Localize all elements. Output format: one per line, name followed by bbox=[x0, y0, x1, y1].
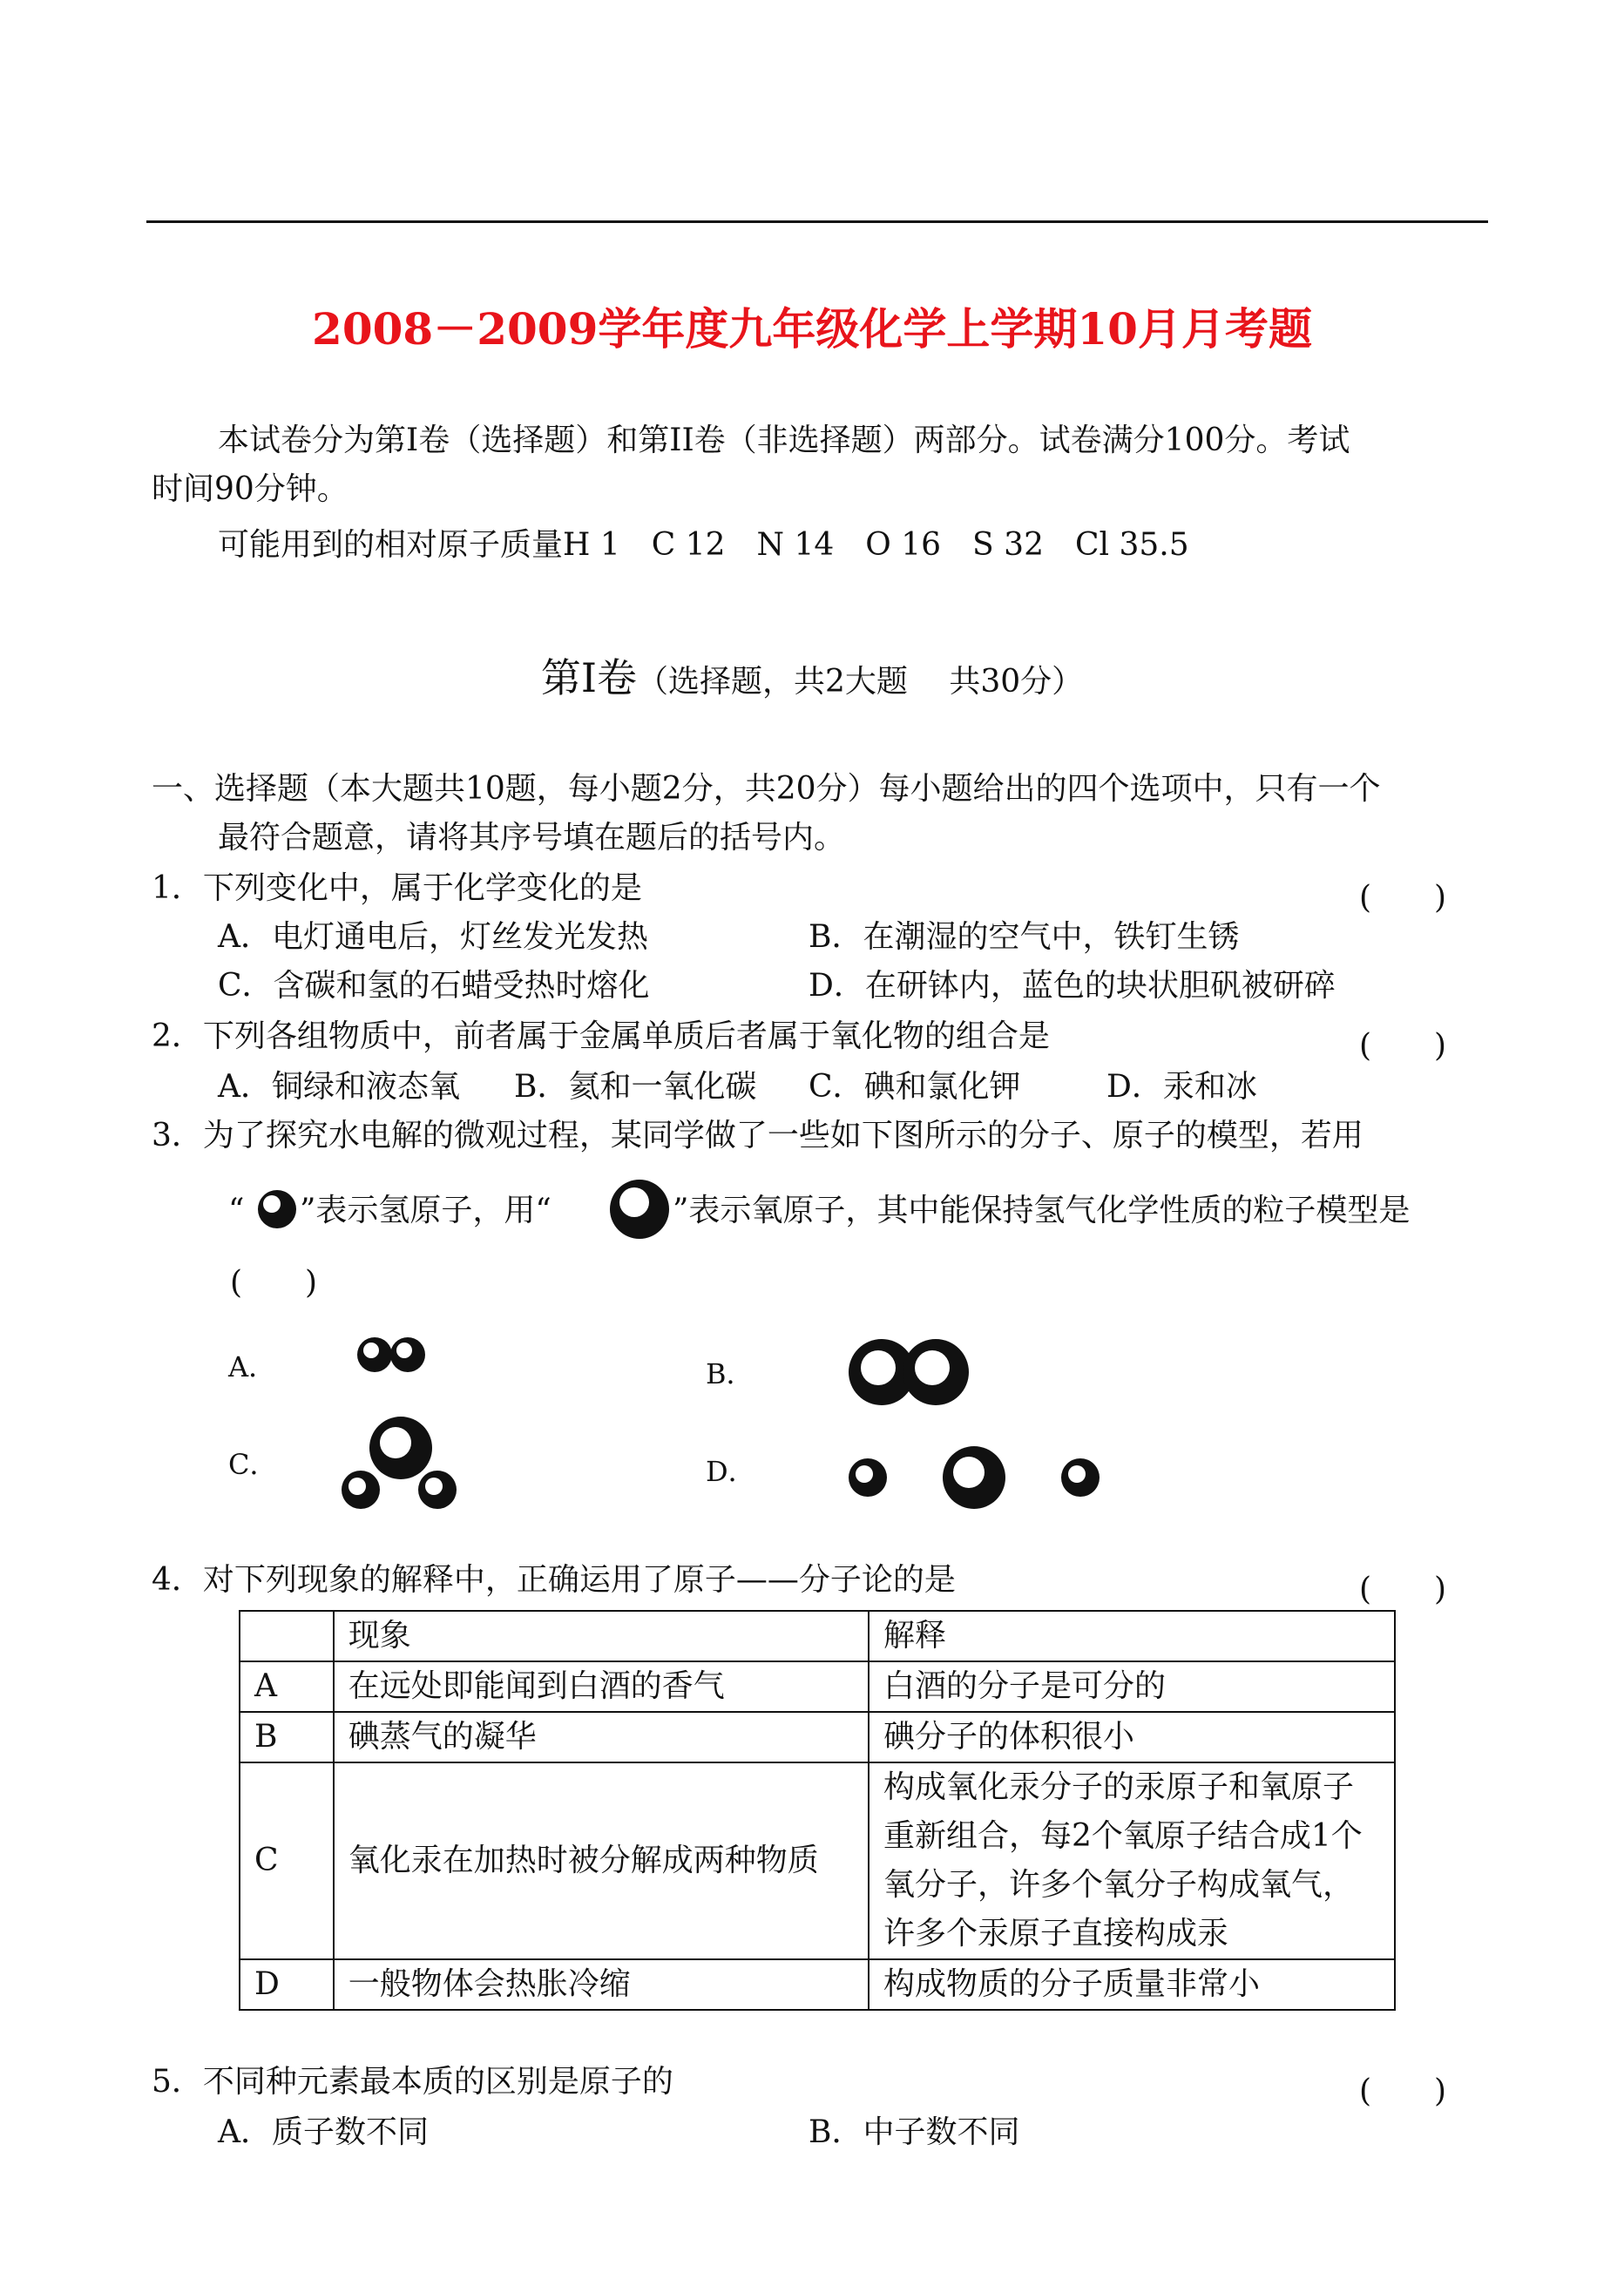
part-1-instructions-1: 一、选择题（本大题共10题，每小题2分，共20分）每小题给出的四个选项中，只有一个 bbox=[152, 771, 1381, 807]
exam-title: 2008－2009学年度九年级化学上学期10月月考题 bbox=[312, 303, 1312, 355]
q2-answer-blank: ( ) bbox=[1359, 1028, 1447, 1064]
table-header-row bbox=[240, 1611, 1395, 1661]
oxygen-atom-icon bbox=[606, 1176, 673, 1242]
intro-line-1: 本试卷分为第Ⅰ卷（选择题）和第II卷（非选择题）两部分。试卷满分100分。考试 bbox=[218, 423, 1350, 458]
row-explanation: 构成氧化汞分子的汞原子和氧原子重新组合，每2个氧原子结合成1个氧分子，许多个氧分子构成氧气，许多个汞原子直接构成汞 bbox=[869, 1762, 1395, 1959]
part-1-instructions-2: 最符合题意，请将其序号填在题后的括号内。 bbox=[218, 820, 846, 856]
q1-option-a: A．电灯通电后，灯丝发光发热 bbox=[218, 919, 648, 955]
row-phenomenon: 氧化汞在加热时被分解成两种物质 bbox=[334, 1762, 869, 1959]
table-header-cell bbox=[240, 1611, 334, 1661]
q1-option-b: B．在潮湿的空气中，铁钉生锈 bbox=[809, 919, 1240, 955]
q1-option-d: D．在研钵内，蓝色的块状胆矾被研碎 bbox=[809, 968, 1336, 1004]
table-header-explanation: 解释 bbox=[869, 1611, 1395, 1661]
q3-option-d-label: D． bbox=[706, 1455, 756, 1488]
section-1-title: 第Ⅰ卷 bbox=[540, 654, 637, 701]
row-explanation: 构成物质的分子质量非常小 bbox=[869, 1959, 1395, 2010]
table-row bbox=[240, 1712, 1395, 1762]
row-id: B bbox=[240, 1712, 334, 1762]
q3-option-a-label: A． bbox=[228, 1350, 277, 1383]
atomic-masses: 可能用到的相对原子质量H 1 C 12 N 14 O 16 S 32 Cl 35.5 bbox=[218, 527, 1189, 563]
q5-answer-blank: ( ) bbox=[1359, 2073, 1447, 2109]
q2-option-d: D．汞和冰 bbox=[1106, 1069, 1257, 1105]
section-1-heading bbox=[0, 646, 1624, 704]
q3-stem-mid: ”表示氢原子，用“ bbox=[300, 1193, 551, 1228]
q5-option-a: A．质子数不同 bbox=[218, 2114, 429, 2150]
q2-stem: 2．下列各组物质中，前者属于金属单质后者属于氧化物的组合是 bbox=[152, 1018, 1050, 1054]
model-b-oxygen-molecule-icon bbox=[845, 1333, 985, 1411]
hydrogen-atom-icon bbox=[254, 1187, 300, 1232]
q3-stem-line-1: 3．为了探究水电解的微观过程，某同学做了一些如下图所示的分子、原子的模型，若用 bbox=[152, 1118, 1363, 1153]
q1-option-c: C．含碳和氢的石蜡受热时熔化 bbox=[218, 968, 650, 1004]
q3-answer-blank: ( ) bbox=[230, 1265, 318, 1301]
q1-answer-blank: ( ) bbox=[1359, 880, 1447, 916]
intro-line-2: 时间90分钟。 bbox=[152, 471, 348, 507]
row-id: D bbox=[240, 1959, 334, 2010]
q2-option-a: A．铜绿和液态氧 bbox=[218, 1069, 460, 1105]
q3-open-quote: “ bbox=[228, 1193, 245, 1228]
table-row bbox=[240, 1959, 1395, 2010]
row-phenomenon: 一般物体会热胀冷缩 bbox=[334, 1959, 869, 2010]
row-phenomenon: 在远处即能闻到白酒的香气 bbox=[334, 1661, 869, 1712]
q3-option-b-label: B． bbox=[706, 1357, 754, 1390]
model-a-hydrogen-molecule-icon bbox=[355, 1333, 434, 1376]
section-1-subtitle: （选择题，共2大题 共30分） bbox=[637, 664, 1084, 700]
q5-stem: 5．不同种元素最本质的区别是原子的 bbox=[152, 2064, 673, 2100]
q2-option-c: C．碘和氯化钾 bbox=[809, 1069, 1021, 1105]
header-rule bbox=[146, 220, 1488, 223]
q4-answer-blank: ( ) bbox=[1359, 1572, 1447, 1607]
row-id: C bbox=[240, 1762, 334, 1959]
q4-table bbox=[239, 1610, 1396, 2011]
q2-option-b: B．氦和一氧化碳 bbox=[514, 1069, 757, 1105]
row-explanation: 碘分子的体积很小 bbox=[869, 1712, 1395, 1762]
model-c-water-molecule-icon bbox=[340, 1410, 462, 1514]
table-header-phenomenon: 现象 bbox=[334, 1611, 869, 1661]
row-explanation: 白酒的分子是可分的 bbox=[869, 1661, 1395, 1712]
table-row bbox=[240, 1762, 1395, 1959]
q1-stem: 1．下列变化中，属于化学变化的是 bbox=[152, 870, 642, 906]
model-d-separate-atoms-icon bbox=[843, 1441, 1122, 1519]
q4-stem: 4．对下列现象的解释中，正确运用了原子——分子论的是 bbox=[152, 1562, 956, 1598]
q3-stem-tail: ”表示氧原子，其中能保持氢气化学性质的粒子模型是 bbox=[673, 1193, 1411, 1228]
q3-option-c-label: C． bbox=[228, 1448, 278, 1481]
row-phenomenon: 碘蒸气的凝华 bbox=[334, 1712, 869, 1762]
row-id: A bbox=[240, 1661, 334, 1712]
q5-option-b: B．中子数不同 bbox=[809, 2114, 1020, 2150]
table-row bbox=[240, 1661, 1395, 1712]
